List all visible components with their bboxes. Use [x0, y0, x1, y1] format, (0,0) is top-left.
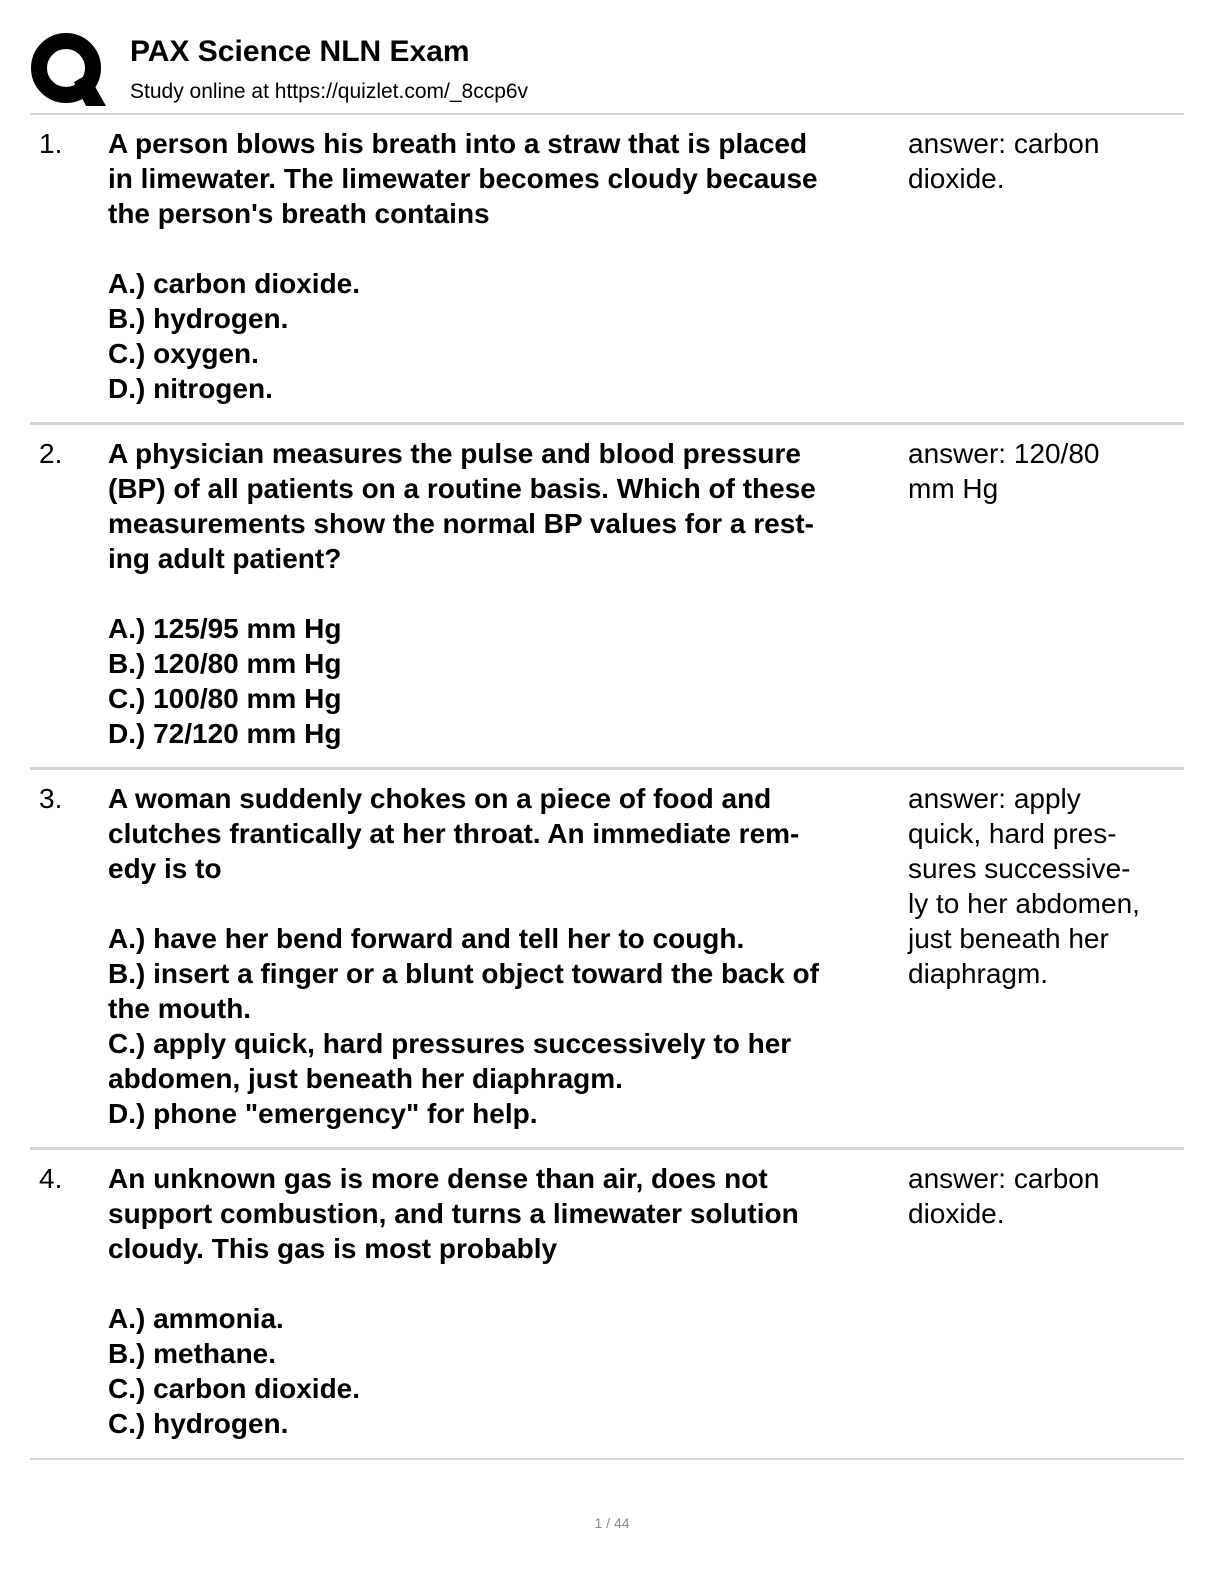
answer-line: dioxide. [908, 1198, 1005, 1229]
answer-line: dioxide. [908, 163, 1005, 194]
question-text [108, 126, 908, 406]
question-line: clutches frantically at her throat. An immediate rem- [108, 818, 800, 849]
card-number: 1. [39, 128, 63, 159]
card-divider [30, 422, 1184, 425]
question-text [108, 781, 908, 1131]
answer-line: answer: carbon [908, 128, 1100, 159]
answer-option: C.) carbon dioxide. [108, 1373, 361, 1404]
answer-option: B.) hydrogen. [108, 303, 289, 334]
answer-line: sures successive- [908, 853, 1131, 884]
answer-option: C.) oxygen. [108, 338, 259, 369]
answer-line: mm Hg [908, 473, 999, 504]
question-line: An unknown gas is more dense than air, does not [108, 1163, 768, 1194]
answer-option: D.) phone "emergency" for help. [108, 1098, 538, 1129]
card-number: 3. [39, 783, 63, 814]
card-number: 4. [39, 1163, 63, 1194]
answer-option: A.) have her bend forward and tell her to cough. [108, 923, 745, 954]
question-line: measurements show the normal BP values for a rest- [108, 508, 814, 539]
answer-option: D.) nitrogen. [108, 373, 273, 404]
answer-option: C.) 100/80 mm Hg [108, 683, 342, 714]
answer-line: answer: 120/80 [908, 438, 1100, 469]
page-indicator: 1 / 44 [594, 1515, 630, 1531]
question-text [108, 1161, 908, 1441]
question-line: the person's breath contains [108, 198, 490, 229]
answer-option: the mouth. [108, 993, 252, 1024]
header-divider [30, 113, 1184, 115]
answer-line: answer: apply [908, 783, 1081, 814]
answer-option: A.) carbon dioxide. [108, 268, 361, 299]
answer-option: C.) hydrogen. [108, 1408, 289, 1439]
answer-option: A.) 125/95 mm Hg [108, 613, 342, 644]
answer-option: A.) ammonia. [108, 1303, 284, 1334]
document-title: PAX Science NLN Exam [130, 35, 470, 68]
answer-option: B.) methane. [108, 1338, 277, 1369]
card-divider [30, 767, 1184, 770]
document-header [30, 30, 1184, 110]
answer-option: B.) 120/80 mm Hg [108, 648, 342, 679]
answer-line: answer: carbon [908, 1163, 1100, 1194]
question-line: ing adult patient? [108, 543, 342, 574]
answer-text [908, 126, 1184, 196]
question-line: A physician measures the pulse and blood pressure [108, 438, 801, 469]
card-divider [30, 1458, 1184, 1460]
answer-line: just beneath her [908, 923, 1109, 954]
question-line: (BP) of all patients on a routine basis. Which of these [108, 473, 816, 504]
question-line: in limewater. The limewater becomes cloudy because [108, 163, 818, 194]
document-subtitle: Study online at https://quizlet.com/_8ccp6v [130, 80, 529, 103]
answer-option: C.) apply quick, hard pressures successively to her [108, 1028, 792, 1059]
answer-text [908, 436, 1184, 506]
answer-line: ly to her abdomen, [908, 888, 1140, 919]
question-line: A woman suddenly chokes on a piece of food and [108, 783, 772, 814]
answer-option: B.) insert a finger or a blunt object toward the back of [108, 958, 819, 989]
card-divider [30, 1147, 1184, 1150]
question-line: cloudy. This gas is most probably [108, 1233, 558, 1264]
card-number: 2. [39, 438, 63, 469]
answer-option: abdomen, just beneath her diaphragm. [108, 1063, 623, 1094]
quizlet-logo-icon [30, 30, 106, 106]
answer-line: diaphragm. [908, 958, 1049, 989]
question-line: support combustion, and turns a limewater solution [108, 1198, 799, 1229]
answer-line: quick, hard pres- [908, 818, 1117, 849]
answer-option: D.) 72/120 mm Hg [108, 718, 342, 749]
question-line: A person blows his breath into a straw that is placed [108, 128, 808, 159]
answer-text [908, 1161, 1184, 1231]
question-line: edy is to [108, 853, 222, 884]
question-text [108, 436, 908, 751]
answer-text [908, 781, 1184, 991]
